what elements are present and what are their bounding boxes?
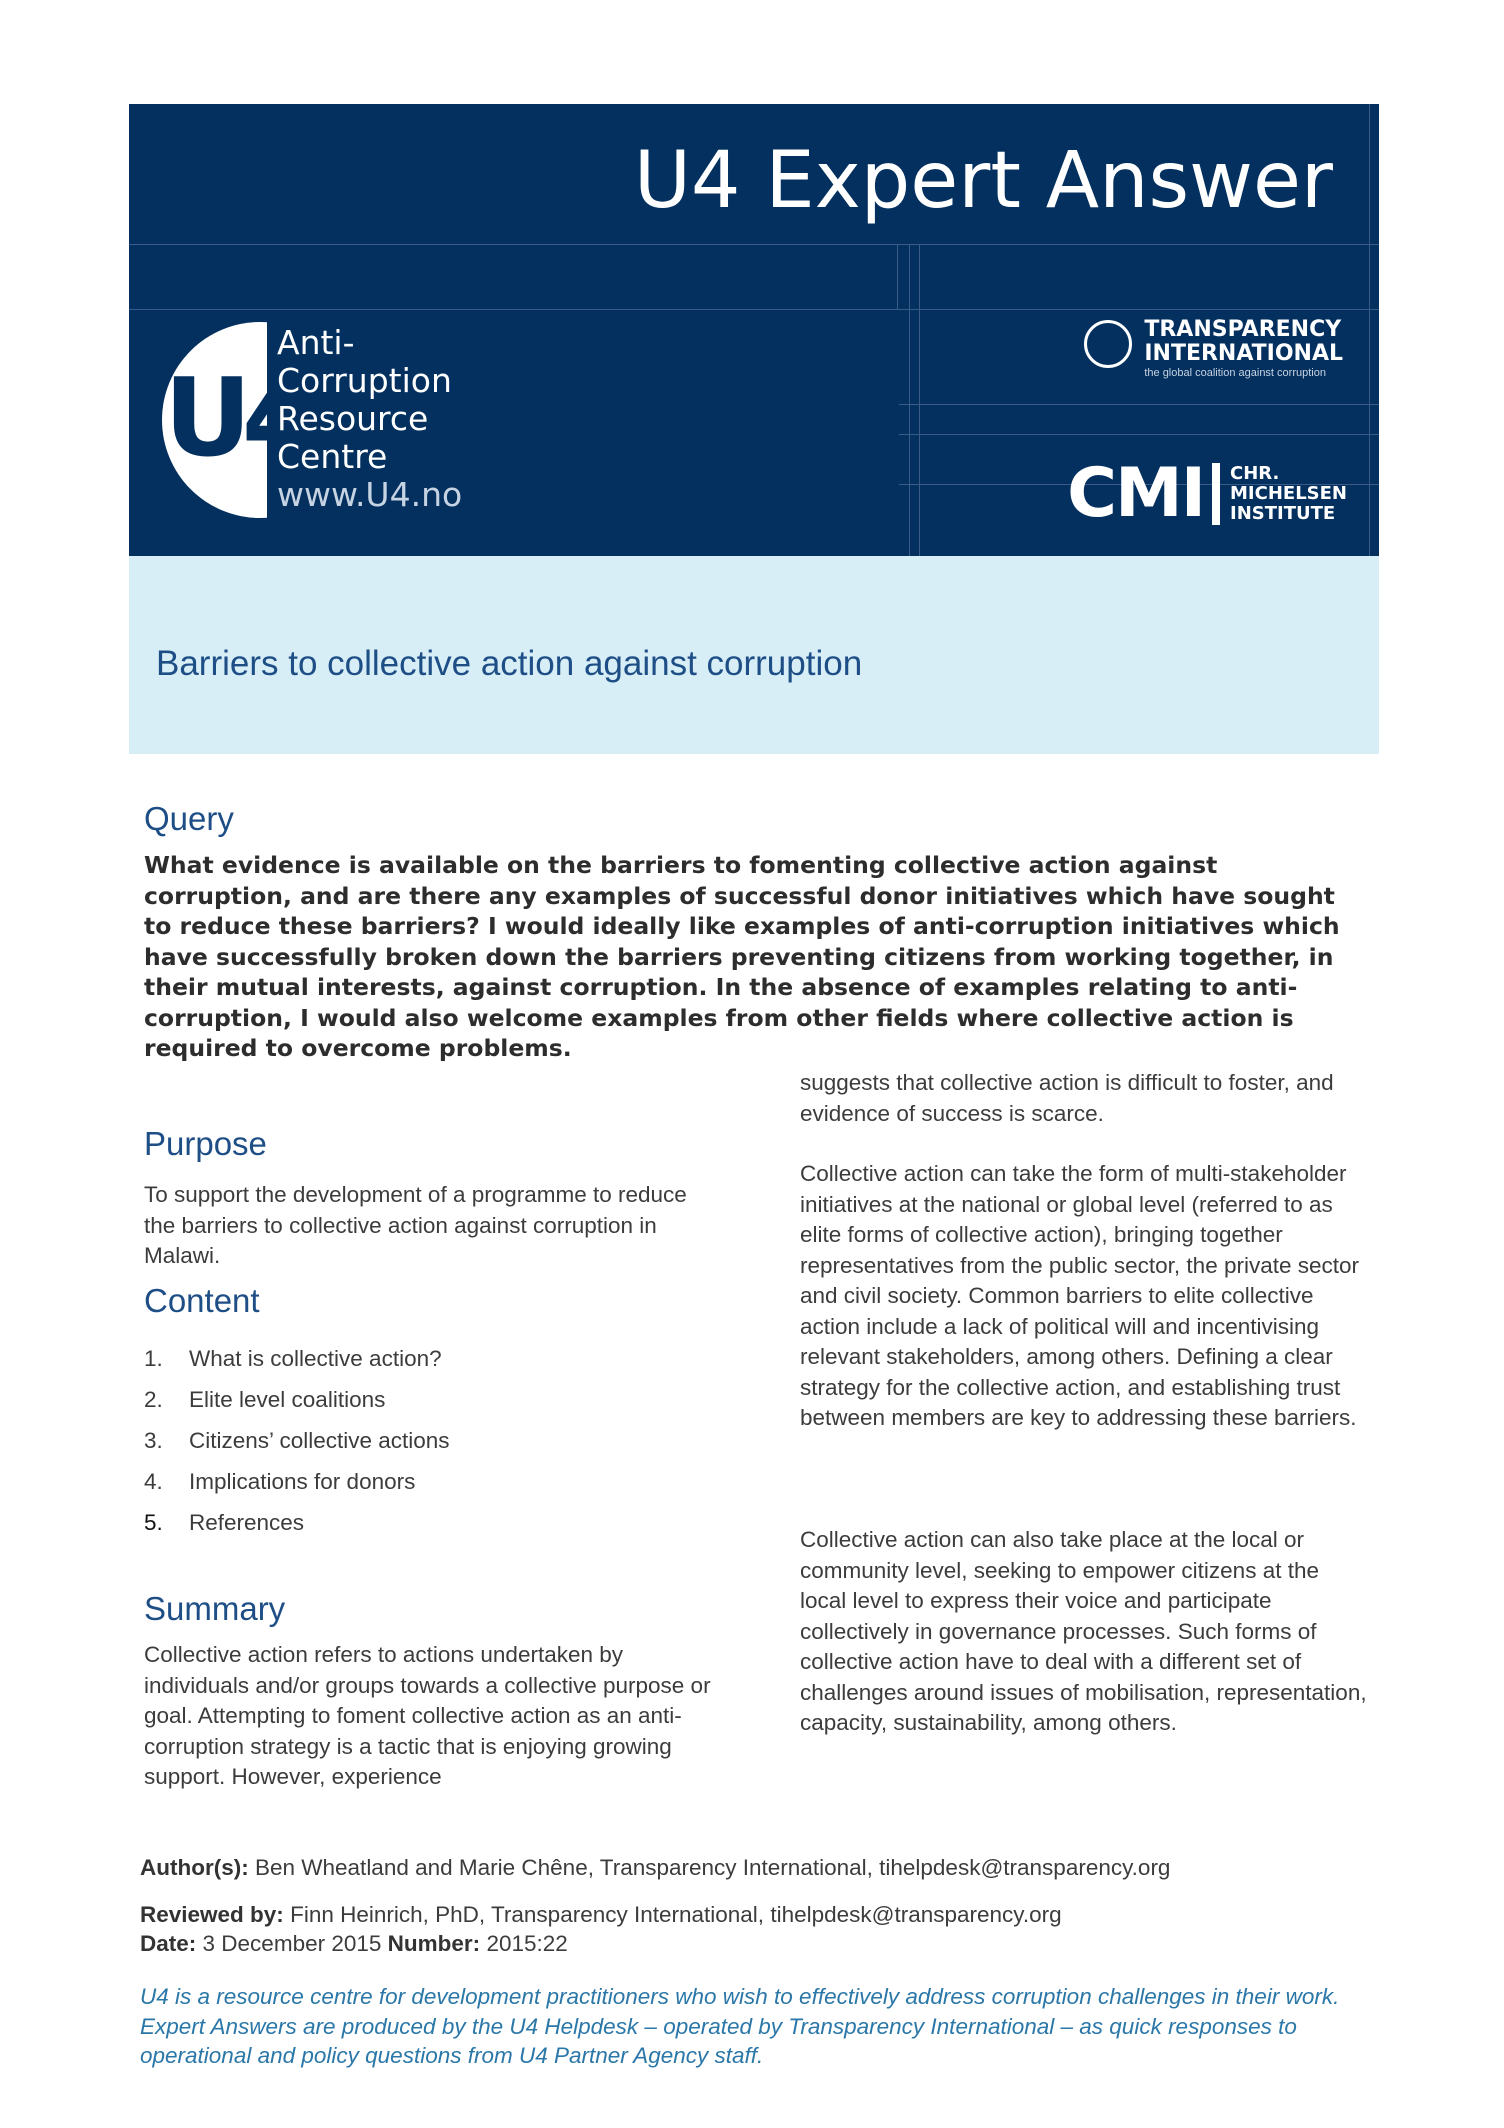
content-list	[144, 1338, 450, 1543]
cmi-logo-line: CHR.	[1230, 462, 1280, 484]
number-value: 2015:22	[486, 1931, 568, 1956]
right-column-paragraph: Collective action can also take place at the local or community level, seeking to empower citizens at the local level to express their voice and participate collectively in governance processes. Such forms of collective action have to deal with a different set of challenges around issues of mobilisation, representation, capacity, sustainability, among others.	[800, 1527, 1367, 1735]
query-text: What evidence is available on the barriers to fomenting collective action against corruption, and are there any examples of successful donor initiatives which have sought to reduce these barriers? I would ideally like examples of anti-corruption initiatives which have successfully broken down the barriers preventing citizens from working together, in their mutual interests, against corruption. In the absence of examples relating to anti-corruption, I would also welcome examples from other fields where collective action is required to overcome problems.	[144, 851, 1340, 1062]
authors-value: Ben Wheatland and Marie Chêne, Transparency International, tihelpdesk@transparency.org	[255, 1855, 1171, 1880]
title-band	[129, 556, 1379, 754]
reviewed-label: Reviewed by:	[140, 1902, 284, 1927]
number-label: Number:	[387, 1931, 481, 1956]
authors-label: Author(s):	[140, 1855, 249, 1880]
disclaimer: U4 is a resource centre for development practitioners who wish to effectively address corruption challenges in their work. Expert Answers are produced by the U4 Helpdesk – operated by Transparency International – as quick responses to operational and policy questions from U4 Partner Agency staff.	[140, 1984, 1340, 2068]
cmi-logo-line: INSTITUTE	[1230, 502, 1336, 524]
content-item: 1. What is collective action?	[144, 1346, 442, 1371]
banner-rule	[897, 244, 898, 309]
purpose-text: To support the development of a programme to reduce the barriers to collective action against corruption in Malawi.	[144, 1182, 687, 1268]
cmi-logo-text	[1230, 464, 1347, 524]
right-column-paragraph: suggests that collective action is difficult to foster, and evidence of success is scarce.	[800, 1070, 1334, 1126]
u4-logo-line: Centre	[277, 437, 388, 476]
banner-rule	[919, 244, 920, 556]
query-heading: Query	[144, 800, 234, 837]
right-column-paragraph: Collective action can take the form of multi-stakeholder initiatives at the national or global level (referred to as elite forms of collective action), bringing together representatives from the public sector, the private sector and civil society. Common barriers to elite collective action include a lack of political will and incentivising relevant stakeholders, among others. Defining a clear strategy for the collective action, and establishing trust between members are key to addressing these barriers.	[800, 1161, 1360, 1430]
cmi-logo-line: MICHELSEN	[1230, 482, 1347, 504]
u4-logo-line: Resource	[277, 399, 429, 438]
u4-logo-text	[277, 324, 462, 514]
u4-logo-mark: U4	[164, 356, 307, 481]
content-item: 2. Elite level coalitions	[144, 1387, 386, 1412]
banner-rule	[899, 434, 1379, 435]
ti-globe-icon	[1084, 320, 1132, 368]
cmi-logo-mark: CMI	[1067, 454, 1205, 533]
content-item: 4. Implications for donors	[144, 1469, 416, 1494]
ti-logo-tagline: the global coalition against corruption	[1144, 367, 1326, 379]
summary-text: Collective action refers to actions undertaken by individuals and/or groups towards a collective purpose or goal. Attempting to foment collective action as an anti-corruption strategy is a tactic that is enjoying growing support. However, experience	[144, 1642, 711, 1789]
banner-rule	[1369, 104, 1370, 556]
header-banner	[129, 104, 1379, 556]
ti-logo	[1144, 318, 1343, 380]
banner-title: U4 Expert Answer	[633, 136, 1333, 226]
banner-rule	[909, 244, 910, 556]
document-title: Barriers to collective action against corruption	[156, 644, 863, 683]
u4-logo-line: Anti-	[277, 323, 355, 362]
banner-rule	[129, 244, 1379, 245]
banner-rule	[129, 309, 1379, 310]
authors-line	[140, 1853, 1170, 1882]
reviewed-line	[140, 1900, 1062, 1929]
summary-heading: Summary	[144, 1590, 286, 1627]
banner-rule	[899, 404, 1379, 405]
content-item: 3. Citizens’ collective actions	[144, 1428, 450, 1453]
u4-logo-url: www.U4.no	[277, 475, 463, 514]
content-item: 5. References	[144, 1510, 305, 1535]
u4-logo-line: Corruption	[277, 361, 452, 400]
content-heading: Content	[144, 1282, 260, 1319]
cmi-logo	[1067, 454, 1347, 533]
reviewed-value: Finn Heinrich, PhD, Transparency International, tihelpdesk@transparency.org	[290, 1902, 1062, 1927]
purpose-heading: Purpose	[144, 1125, 267, 1162]
cmi-logo-bar	[1212, 463, 1220, 525]
ti-logo-line1: TRANSPARENCY	[1144, 317, 1342, 342]
date-value: 3 December 2015	[202, 1931, 382, 1956]
date-line	[140, 1929, 568, 1958]
ti-logo-line2: INTERNATIONAL	[1144, 341, 1343, 366]
date-label: Date:	[140, 1931, 197, 1956]
